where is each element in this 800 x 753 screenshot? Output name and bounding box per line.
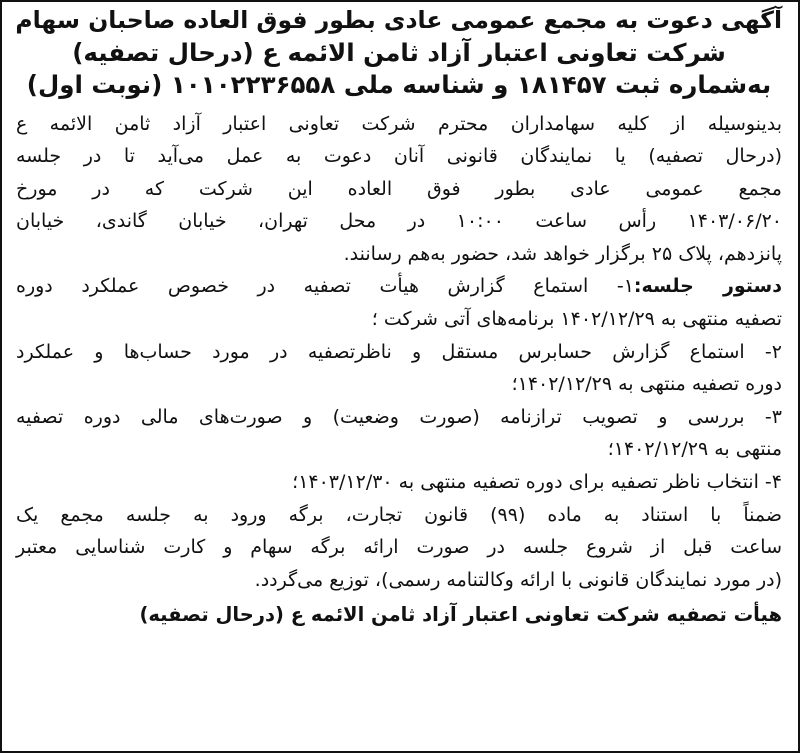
agenda-item-1-text: ۱- استماع گزارش هیأت تصفیه در خصوص عملکرد دوره — [16, 275, 634, 298]
intro-line-4: ۱۴۰۳/۰۶/۲۰ رأس ساعت ۱۰:۰۰ در محل تهران، خیابان گاندی، خیابان — [16, 210, 783, 233]
intro-line-3: مجمع عمومی عادی بطور فوق العاده این شرکت که در مورخ — [16, 177, 782, 200]
notice-title — [16, 4, 782, 102]
title-line-1: آگهی دعوت به مجمع عمومی عادی بطور فوق العاده صاحبان سهام — [15, 6, 782, 34]
note-line-2: ساعت قبل از شروع جلسه در صورت ارائه برگه سهام و کارت شناسایی معتبر — [16, 536, 782, 559]
agenda-item-2-line-1: ۲- استماع گزارش حسابرس مستقل و ناظرتصفیه در مورد حساب‌ها و عملکرد — [16, 340, 782, 363]
title-line-2: شرکت تعاونی اعتبار آزاد ثامن الائمه ع (درحال تصفیه) — [72, 37, 726, 67]
agenda-item-1-line-2: تصفیه منتهی به ۱۴۰۲/۱۲/۲۹ برنامه‌های آتی شرکت ؛ — [371, 308, 782, 331]
notice-body — [16, 108, 782, 632]
note-line-1: ضمناً با استناد به ماده (۹۹) قانون تجارت، برگه ورود به جلسه مجمع یک — [16, 503, 782, 526]
agenda-item-3-line-1: ۳- بررسی و تصویب ترازنامه (صورت وضعیت) و صورت‌های مالی دوره تصفیه — [16, 405, 782, 428]
agenda-item-4-line-1: ۴- انتخاب ناظر تصفیه برای دوره تصفیه منتهی به ۱۴۰۳/۱۲/۳۰؛ — [292, 471, 782, 494]
note-line-3: (در مورد نمایندگان قانونی با ارائه وکالتنامه رسمی)، توزیع می‌گردد. — [254, 568, 782, 591]
intro-line-1: بدینوسیله از کلیه سهامداران محترم شرکت تعاونی اعتبار آزاد ثامن الائمه ع — [16, 112, 782, 135]
agenda-item-1-line-1 — [16, 270, 782, 303]
signature: هیأت تصفیه شرکت تعاونی اعتبار آزاد ثامن الائمه ع (درحال تصفیه) — [139, 603, 782, 627]
title-line-3: به‌شماره ثبت ۱۸۱۴۵۷ و شناسه ملی ۱۰۱۰۲۲۳۶۵۵۸ (نوبت اول) — [26, 70, 772, 99]
intro-line-2: (درحال تصفیه) یا نمایندگان قانونی آنان دعوت به عمل می‌آید تا در جلسه — [16, 145, 782, 168]
agenda-item-2-line-2: دوره تصفیه منتهی به ۱۴۰۲/۱۲/۲۹؛ — [511, 373, 782, 396]
intro-line-5: پانزدهم، پلاک ۲۵ برگزار خواهد شد، حضور به‌هم رسانند. — [343, 242, 782, 265]
agenda-item-3-line-2: منتهی به ۱۴۰۲/۱۲/۲۹؛ — [607, 438, 782, 461]
agenda-heading: دستور جلسه: — [633, 275, 782, 298]
